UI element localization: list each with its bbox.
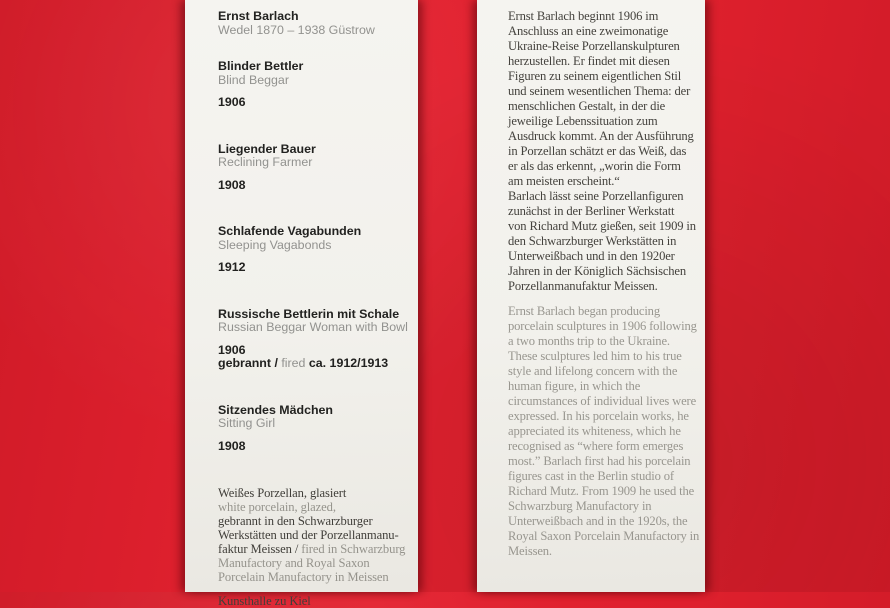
german-text-line: Ernst Barlach beginnt 1906 im	[508, 9, 659, 23]
english-text-line: Ernst Barlach began producing	[508, 304, 660, 318]
english-text-line: Schwarzburg Manufactory in	[508, 499, 652, 513]
work-title-german: Liegender Bauer	[218, 141, 316, 156]
text-segment: Weißes Porzellan, glasiert	[218, 486, 347, 500]
work-title-english: Reclining Farmer	[218, 155, 313, 169]
text-segment: Manufactory and Royal Saxon	[218, 556, 370, 570]
german-text-line: am meisten erscheint.“	[508, 174, 620, 188]
english-text-line: most.” Barlach first had his porcelain	[508, 454, 691, 468]
german-text-line: jeweilige Lebenssituation zum	[508, 114, 658, 128]
german-text-line: menschlichen Gestalt, in der die	[508, 99, 666, 113]
english-text-line: These sculptures led him to his true	[508, 349, 682, 363]
german-text-line: Porzellanmanufaktur Meissen.	[508, 279, 658, 293]
material-line	[218, 556, 404, 570]
work-date: 1906	[218, 342, 246, 357]
german-text-line: Anschluss an eine zweimonatige	[508, 24, 669, 38]
german-text-line: den Schwarzburger Werkstätten in	[508, 234, 677, 248]
german-text-line: und seinem wesentlichen Thema: der	[508, 84, 691, 98]
german-text-line: herzustellen. Er findet mit diesen	[508, 54, 670, 68]
german-text-line: in Porzellan schätzt er das Weiß, das	[508, 144, 687, 158]
work-title-english: Blind Beggar	[218, 72, 289, 87]
material-line	[218, 528, 404, 542]
material-line	[218, 542, 404, 556]
work-date: 1908	[218, 438, 246, 453]
english-text-line: a two months trip to the Ukraine.	[508, 334, 670, 348]
work-title-english: Russian Beggar Woman with Bowl	[218, 320, 408, 334]
material-description	[218, 486, 404, 584]
text-segment: fired	[281, 356, 309, 370]
german-text-line: von Richard Mutz gießen, seit 1909 in	[508, 219, 696, 233]
english-text-line: expressed. In his porcelain works, he	[508, 409, 689, 423]
artist-header	[218, 10, 404, 37]
german-text-line: zunächst in der Berliner Werkstatt	[508, 204, 675, 218]
german-paragraph	[508, 9, 695, 294]
english-text-line: Richard Mutz. From 1909 he used the	[508, 484, 695, 498]
german-text-line: Ausdruck kommt. An der Ausführung	[508, 129, 694, 143]
english-text-line: Unterweißbach and in the 1920s, the	[508, 514, 688, 528]
text-segment: white porcelain, glazed,	[218, 500, 336, 514]
work-title-german: Sitzendes Mädchen	[218, 402, 333, 417]
work-entry	[218, 306, 408, 371]
english-text-line: human figure, in which the	[508, 379, 641, 393]
english-text-line: circumstances of individual lives were	[508, 394, 697, 408]
english-text-line: Meissen.	[508, 544, 552, 558]
work-title-german: Blinder Bettler	[218, 59, 304, 73]
english-text-line: Royal Saxon Porcelain Manufactory in	[508, 529, 700, 543]
work-entry	[218, 225, 404, 275]
collection-name: Kunsthalle zu Kiel	[218, 594, 311, 608]
german-text-line: Ukraine-Reise Porzellanskulpturen	[508, 39, 680, 53]
material-line	[218, 486, 404, 500]
text-segment: ca. 1912/1913	[308, 356, 389, 370]
artist-name: Ernst Barlach	[218, 9, 299, 23]
work-entry	[218, 60, 404, 110]
description-label	[477, 0, 705, 592]
text-segment: gebrannt in den Schwarzburger	[218, 514, 373, 528]
material-line	[218, 500, 404, 514]
german-text-line: Jahren in der Königlich Sächsischen	[508, 264, 687, 278]
english-text-line: porcelain sculptures in 1906 following	[508, 319, 697, 333]
text-segment: faktur Meissen /	[218, 542, 302, 556]
work-firing-note	[218, 357, 404, 371]
material-line	[218, 514, 404, 528]
english-text-line: style and lifelong concern with the	[508, 364, 678, 378]
text-segment: fired in Schwarzburg	[301, 542, 406, 556]
german-text-line: Figuren zu seinem eigentlichen Stil	[508, 69, 682, 83]
work-entry	[218, 404, 404, 454]
text-segment: Werkstätten und der Porzellanmanu-	[218, 528, 399, 542]
english-text-line: appreciated its whiteness, which he	[508, 424, 681, 438]
german-text-line: Unterweißbach und in den 1920er	[508, 249, 675, 263]
works-list	[218, 59, 408, 453]
german-text-line: Barlach lässt seine Porzellanfiguren	[508, 189, 684, 203]
artist-dates: Wedel 1870 – 1938 Güstrow	[218, 22, 375, 37]
work-title-german: Russische Bettlerin mit Schale	[218, 306, 400, 321]
work-date: 1906	[218, 95, 246, 109]
work-title-english: Sleeping Vagabonds	[218, 237, 332, 252]
material-line	[218, 570, 404, 584]
english-text-line: recognised as “where form emerges	[508, 439, 684, 453]
work-title-english: Sitting Girl	[218, 416, 276, 430]
work-date: 1912	[218, 260, 246, 274]
works-list-label	[185, 0, 418, 608]
work-date: 1908	[218, 177, 246, 192]
german-text-line: er als das erkennt, „worin die Form	[508, 159, 681, 173]
text-segment: gebrannt /	[218, 356, 282, 370]
english-paragraph	[508, 304, 700, 559]
english-text-line: figures cast in the Berlin studio of	[508, 469, 674, 483]
work-title-german: Schlafende Vagabunden	[218, 224, 362, 238]
work-entry	[218, 143, 404, 193]
text-segment: Porcelain Manufactory in Meissen	[218, 570, 389, 584]
